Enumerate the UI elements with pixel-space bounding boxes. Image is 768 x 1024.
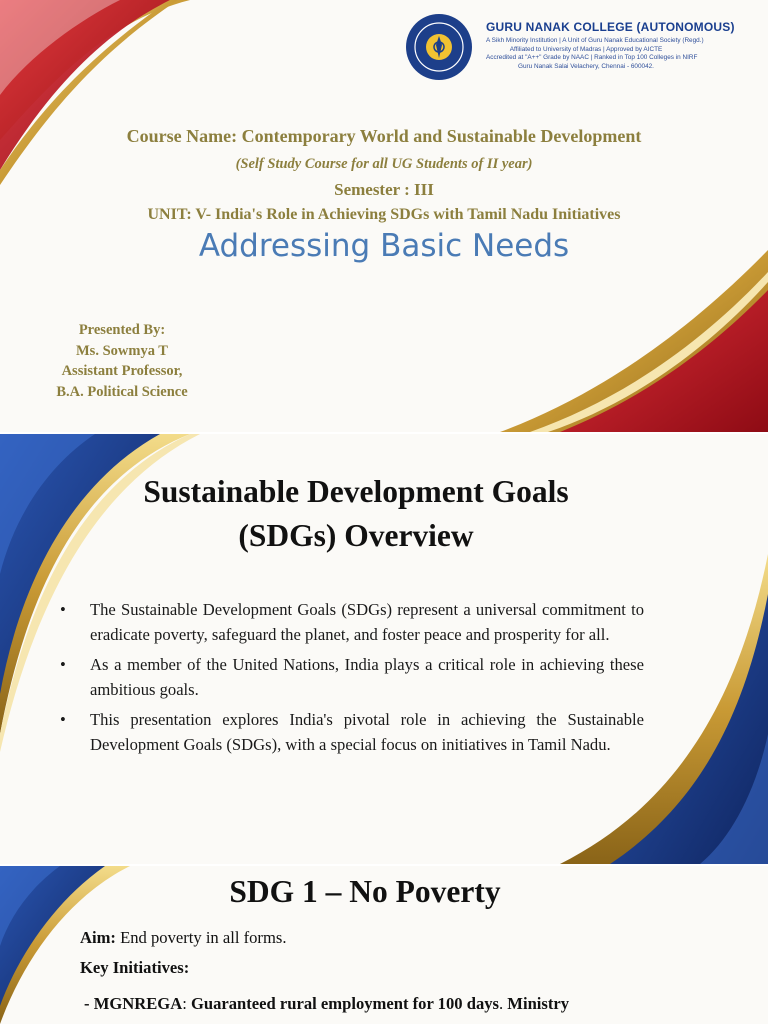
bullet-text: The Sustainable Development Goals (SDGs) represent a universal commitment to eradicate poverty, safeguard the planet, and foster peace and prosperity for all. bbox=[90, 600, 644, 644]
title-line: (SDGs) Overview bbox=[238, 518, 474, 553]
aim-line bbox=[80, 928, 286, 948]
mgnrega-prefix: - bbox=[84, 994, 94, 1013]
bullet-icon: • bbox=[60, 655, 66, 674]
bullet-item bbox=[60, 708, 644, 757]
presenter-label: Presented By: bbox=[78, 322, 166, 338]
self-study-note: (Self Study Course for all UG Students of II year) bbox=[235, 156, 533, 172]
college-line: A Sikh Minority Institution | A Unit of Guru Nanak Educational Society (Regd.) bbox=[486, 37, 704, 44]
slide-title bbox=[96, 470, 616, 558]
bullet-icon: • bbox=[60, 710, 66, 729]
overview-slide bbox=[0, 434, 768, 864]
bullet-item bbox=[60, 653, 644, 702]
title-slide bbox=[0, 0, 768, 432]
key-initiatives-label: Key Initiatives: bbox=[80, 958, 190, 977]
presenter-dept: B.A. Political Science bbox=[56, 383, 188, 400]
slide-title: SDG 1 – No Poverty bbox=[229, 874, 501, 909]
sdg1-slide bbox=[0, 866, 768, 1024]
semester: Semester : III bbox=[334, 180, 434, 199]
college-header bbox=[486, 20, 746, 71]
slide-title: Addressing Basic Needs bbox=[198, 228, 570, 264]
title-line: Sustainable Development Goals bbox=[143, 474, 569, 509]
course-name: Course Name: Contemporary World and Sustainable Development bbox=[126, 126, 642, 146]
college-line: Affiliated to University of Madras | Approved by AICTE bbox=[509, 45, 663, 53]
mgnrega-more: Ministry bbox=[507, 994, 570, 1013]
bullet-icon: • bbox=[60, 600, 66, 619]
bullet-item bbox=[60, 598, 644, 647]
unit-title: UNIT: V- India's Role in Achieving SDGs with Tamil Nadu Initiatives bbox=[147, 206, 621, 223]
bullet-text: As a member of the United Nations, India plays a critical role in achieving these ambitious goals. bbox=[90, 655, 644, 699]
bullet-text: This presentation explores India's pivotal role in achieving the Sustainable Development Goals (SDGs), with a special focus on initiatives in Tamil Nadu. bbox=[90, 710, 644, 754]
presenter-block bbox=[30, 320, 214, 402]
aim-label: Aim: bbox=[80, 928, 116, 947]
mgnrega-line bbox=[84, 994, 569, 1014]
college-logo bbox=[404, 12, 474, 82]
college-line: Guru Nanak Salai Velachery, Chennai - 600042. bbox=[518, 62, 654, 70]
mgnrega-text: Guaranteed rural employment for 100 days bbox=[190, 994, 499, 1013]
mgnrega-sep: : bbox=[182, 994, 191, 1013]
college-name: GURU NANAK COLLEGE (AUTONOMOUS) bbox=[486, 20, 735, 34]
presenter-name: Ms. Sowmya T bbox=[76, 342, 168, 359]
mgnrega-tail: . bbox=[499, 994, 508, 1013]
college-line: Accredited at "A++" Grade by NAAC | Ranked in Top 100 Colleges in NIRF bbox=[486, 54, 698, 61]
mgnrega-name: MGNREGA bbox=[93, 994, 183, 1013]
aim-text: End poverty in all forms. bbox=[115, 928, 287, 947]
bullet-list bbox=[60, 598, 644, 763]
presenter-role: Assistant Professor, bbox=[61, 363, 183, 379]
